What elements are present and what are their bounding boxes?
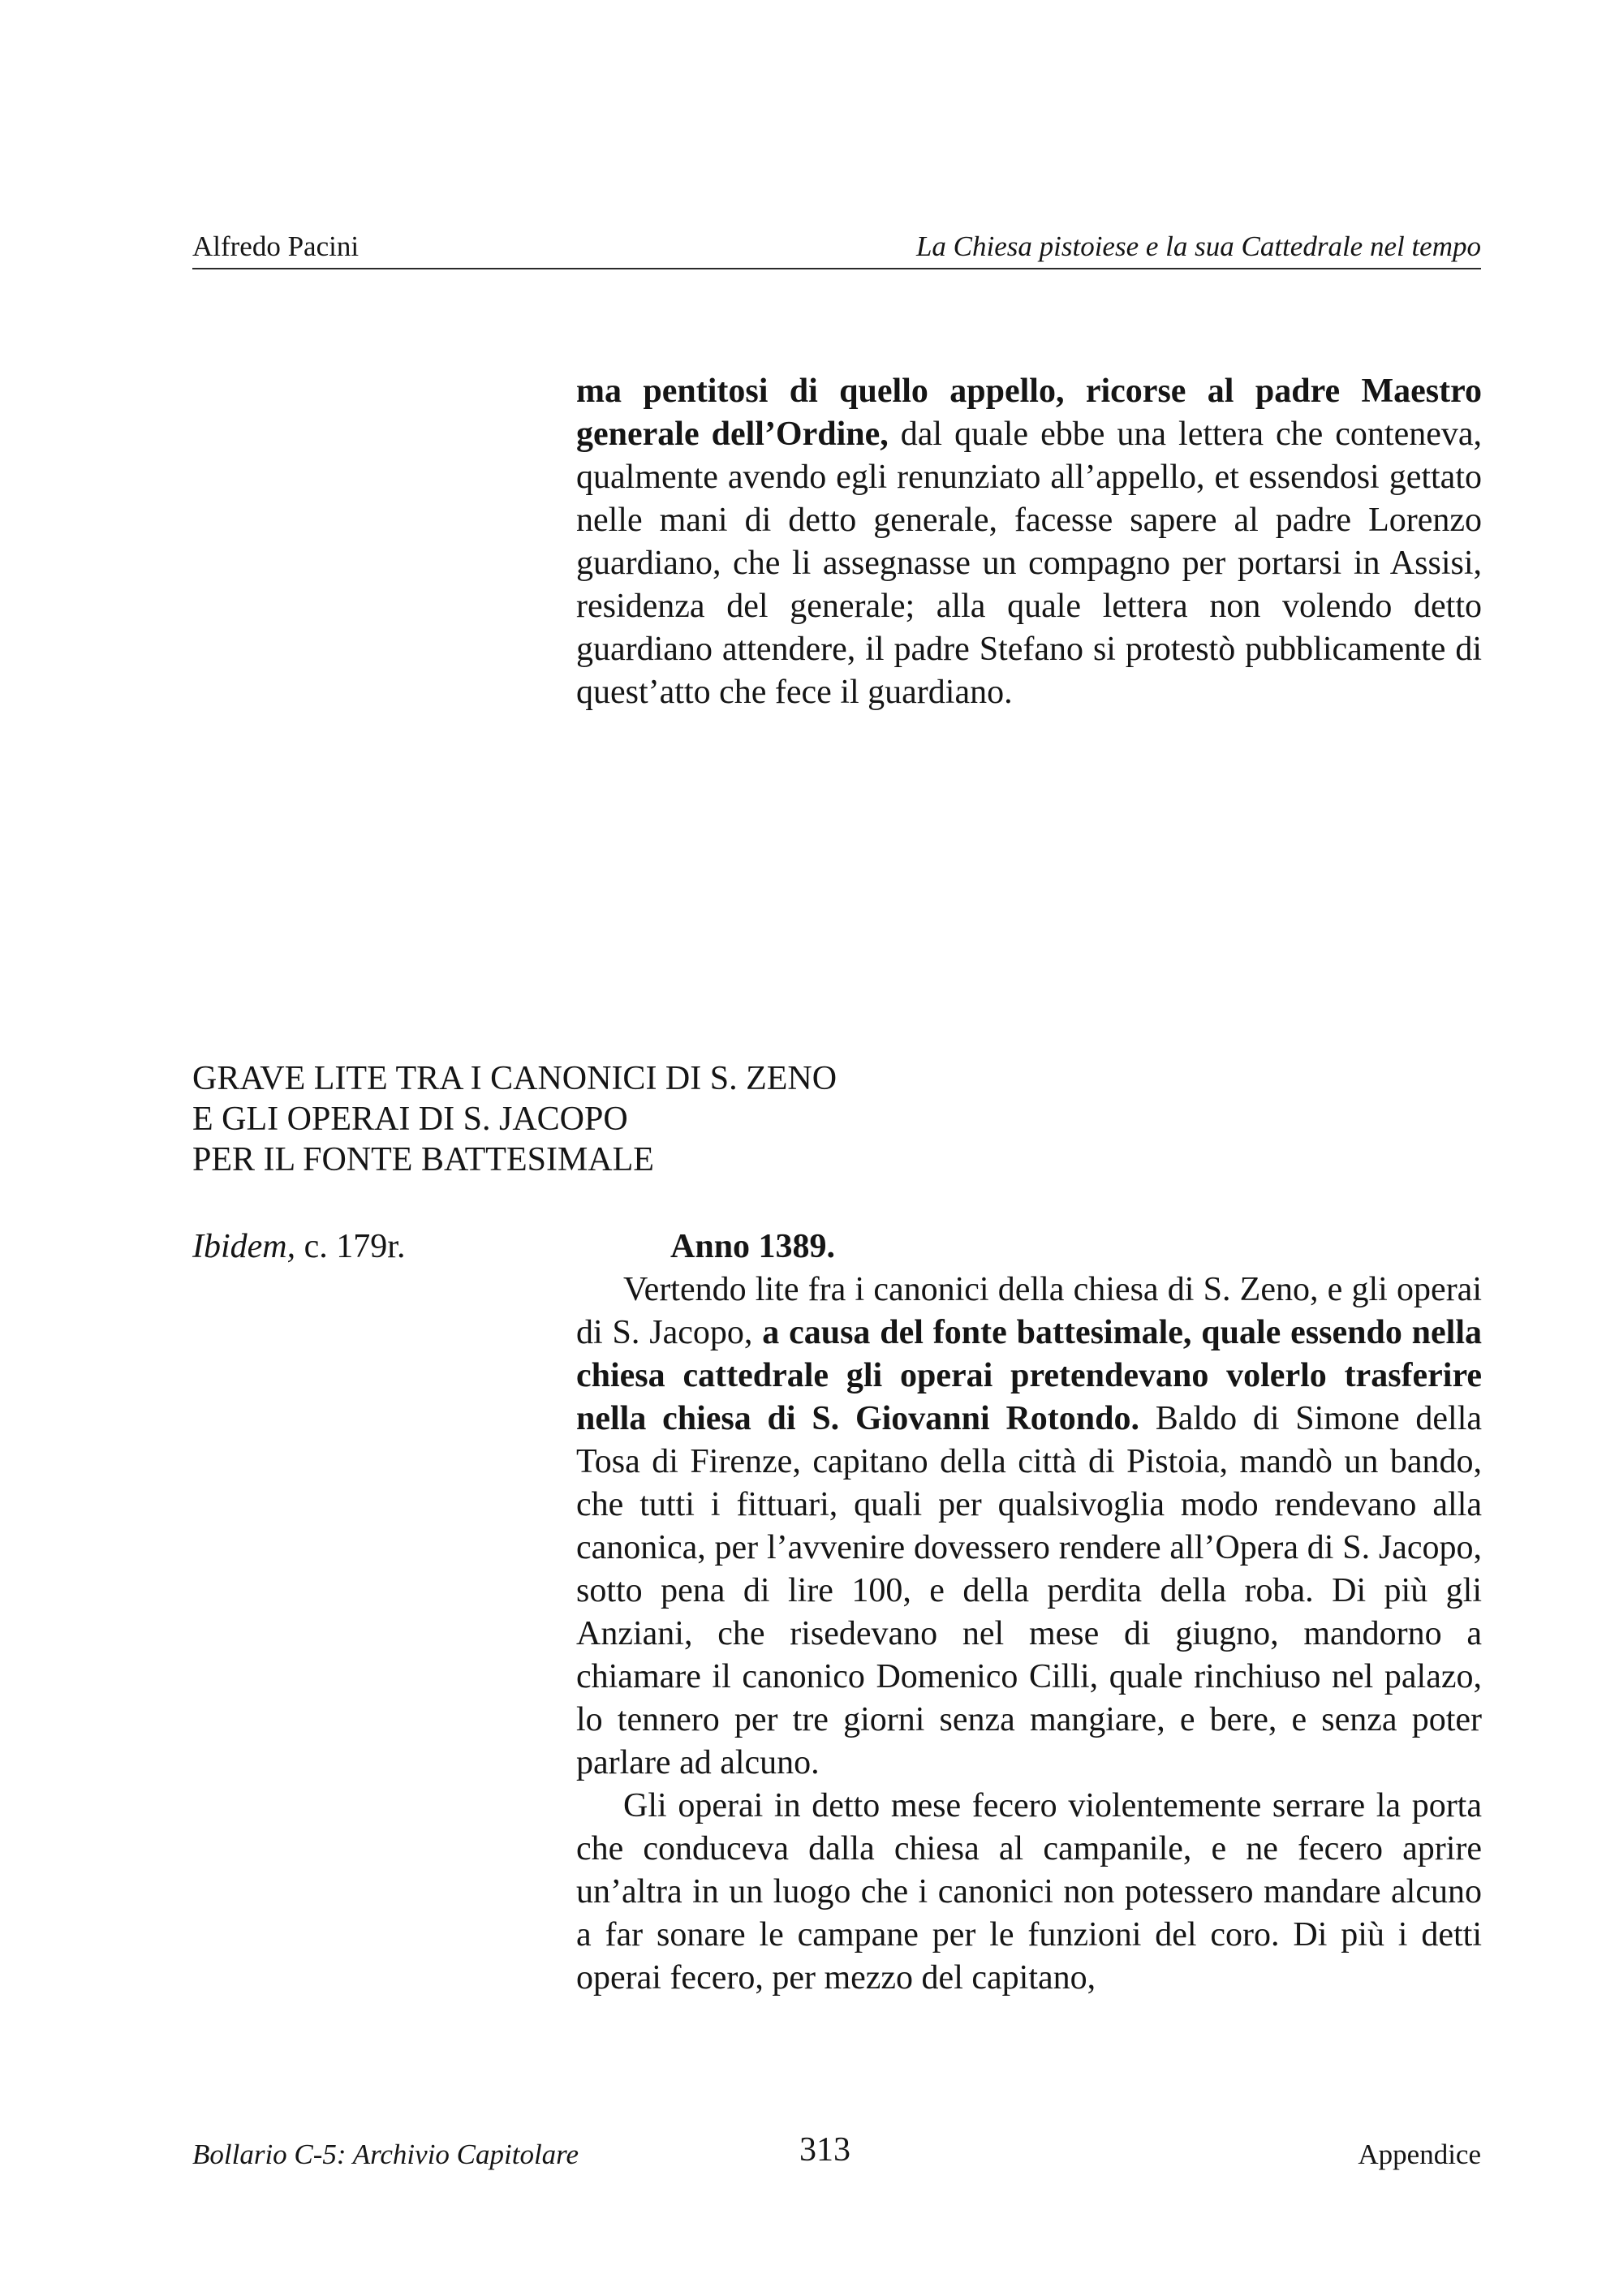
source-folio: c. 179r. — [295, 1228, 406, 1265]
paragraph-three: Gli operai in detto mese fecero violentemente serrare la porta che conduceva dalla chiesa al campanile, e ne fecero aprire un’altra in un luogo che i canonici non potessero mandare alcuno a far sonare le campane per le funzioni del coro. Di più i detti operai fecero, per mezzo del capitano, — [576, 1787, 1482, 1997]
source-reference — [192, 1226, 405, 1269]
header-author: Alfredo Pacini — [192, 230, 360, 262]
footer-section-label: Appendice — [1358, 2139, 1481, 2170]
section-heading — [192, 1058, 1166, 1180]
page-footer — [192, 2130, 1481, 2171]
running-head — [192, 227, 1481, 269]
paragraph-two-bold: a causa del fonte battesimale, quale essendo nella chiesa cattedrale gli operai pretendevano volerlo trasferire nella chiesa di S. Giovanni Rotondo. — [576, 1314, 1483, 1437]
paragraph-two — [576, 1269, 1482, 1785]
source-ibidem: Ibidem, — [192, 1228, 296, 1265]
year-line: Anno 1389. — [670, 1228, 836, 1265]
main-text — [576, 1226, 1482, 2000]
paragraph-two-start: Vertendo lite fra i canonici della chiesa di S. Zeno, e gli operai di S. Jacopo, — [576, 1271, 1482, 1351]
heading-line: PER IL FONTE BATTESIMALE — [192, 1141, 654, 1178]
paragraph-continuation — [576, 370, 1482, 714]
heading-line: GRAVE LITE TRA I CANONICI DI S. ZENO — [192, 1060, 837, 1097]
paragraph-two-rest: Baldo di Simone della Tosa di Firenze, capitano della città di Pistoia, mandò un bando, che tutti i fittuari, quali per qualsivoglia modo rendevano alla canonica, per l’avvenire dovessero rendere all’Opera di S. Jacopo, sotto pena di lire 100, e della perdita della roba. Di più gli Anziani, che risedevano nel mese di giugno, mandorno a chiamare il canonico Domenico Cilli, quale rinchiuso nel palazo, lo tennero per tre giorni senza mangiare, e bere, e senza poter parlare ad alcuno. — [576, 1400, 1483, 1781]
paragraph-bold-lead: ma pentitosi di quello appello, ricorse al padre Maestro generale dell’Ordine, — [576, 373, 1482, 453]
footer-archive: Bollario C-5: Archivio Capitolare — [192, 2139, 579, 2170]
header-book-title: La Chiesa pistoiese e la sua Cattedrale nel tempo — [915, 230, 1481, 262]
page-number: 313 — [799, 2131, 850, 2169]
paragraph-rest: dal quale ebbe una lettera che conteneva, qualmente avendo egli renunziato all’appello, et essendosi gettato nelle mani di detto generale, facesse sapere al padre Lorenzo guardiano, che li assegnasse un compagno per portarsi in Assisi, residenza del generale; alla quale lettera non volendo detto guardiano attendere, il padre Stefano si protestò pubblicamente di quest’atto che fece il guardiano. — [576, 416, 1483, 711]
heading-line: E GLI OPERAI DI S. JACOPO — [192, 1101, 628, 1138]
